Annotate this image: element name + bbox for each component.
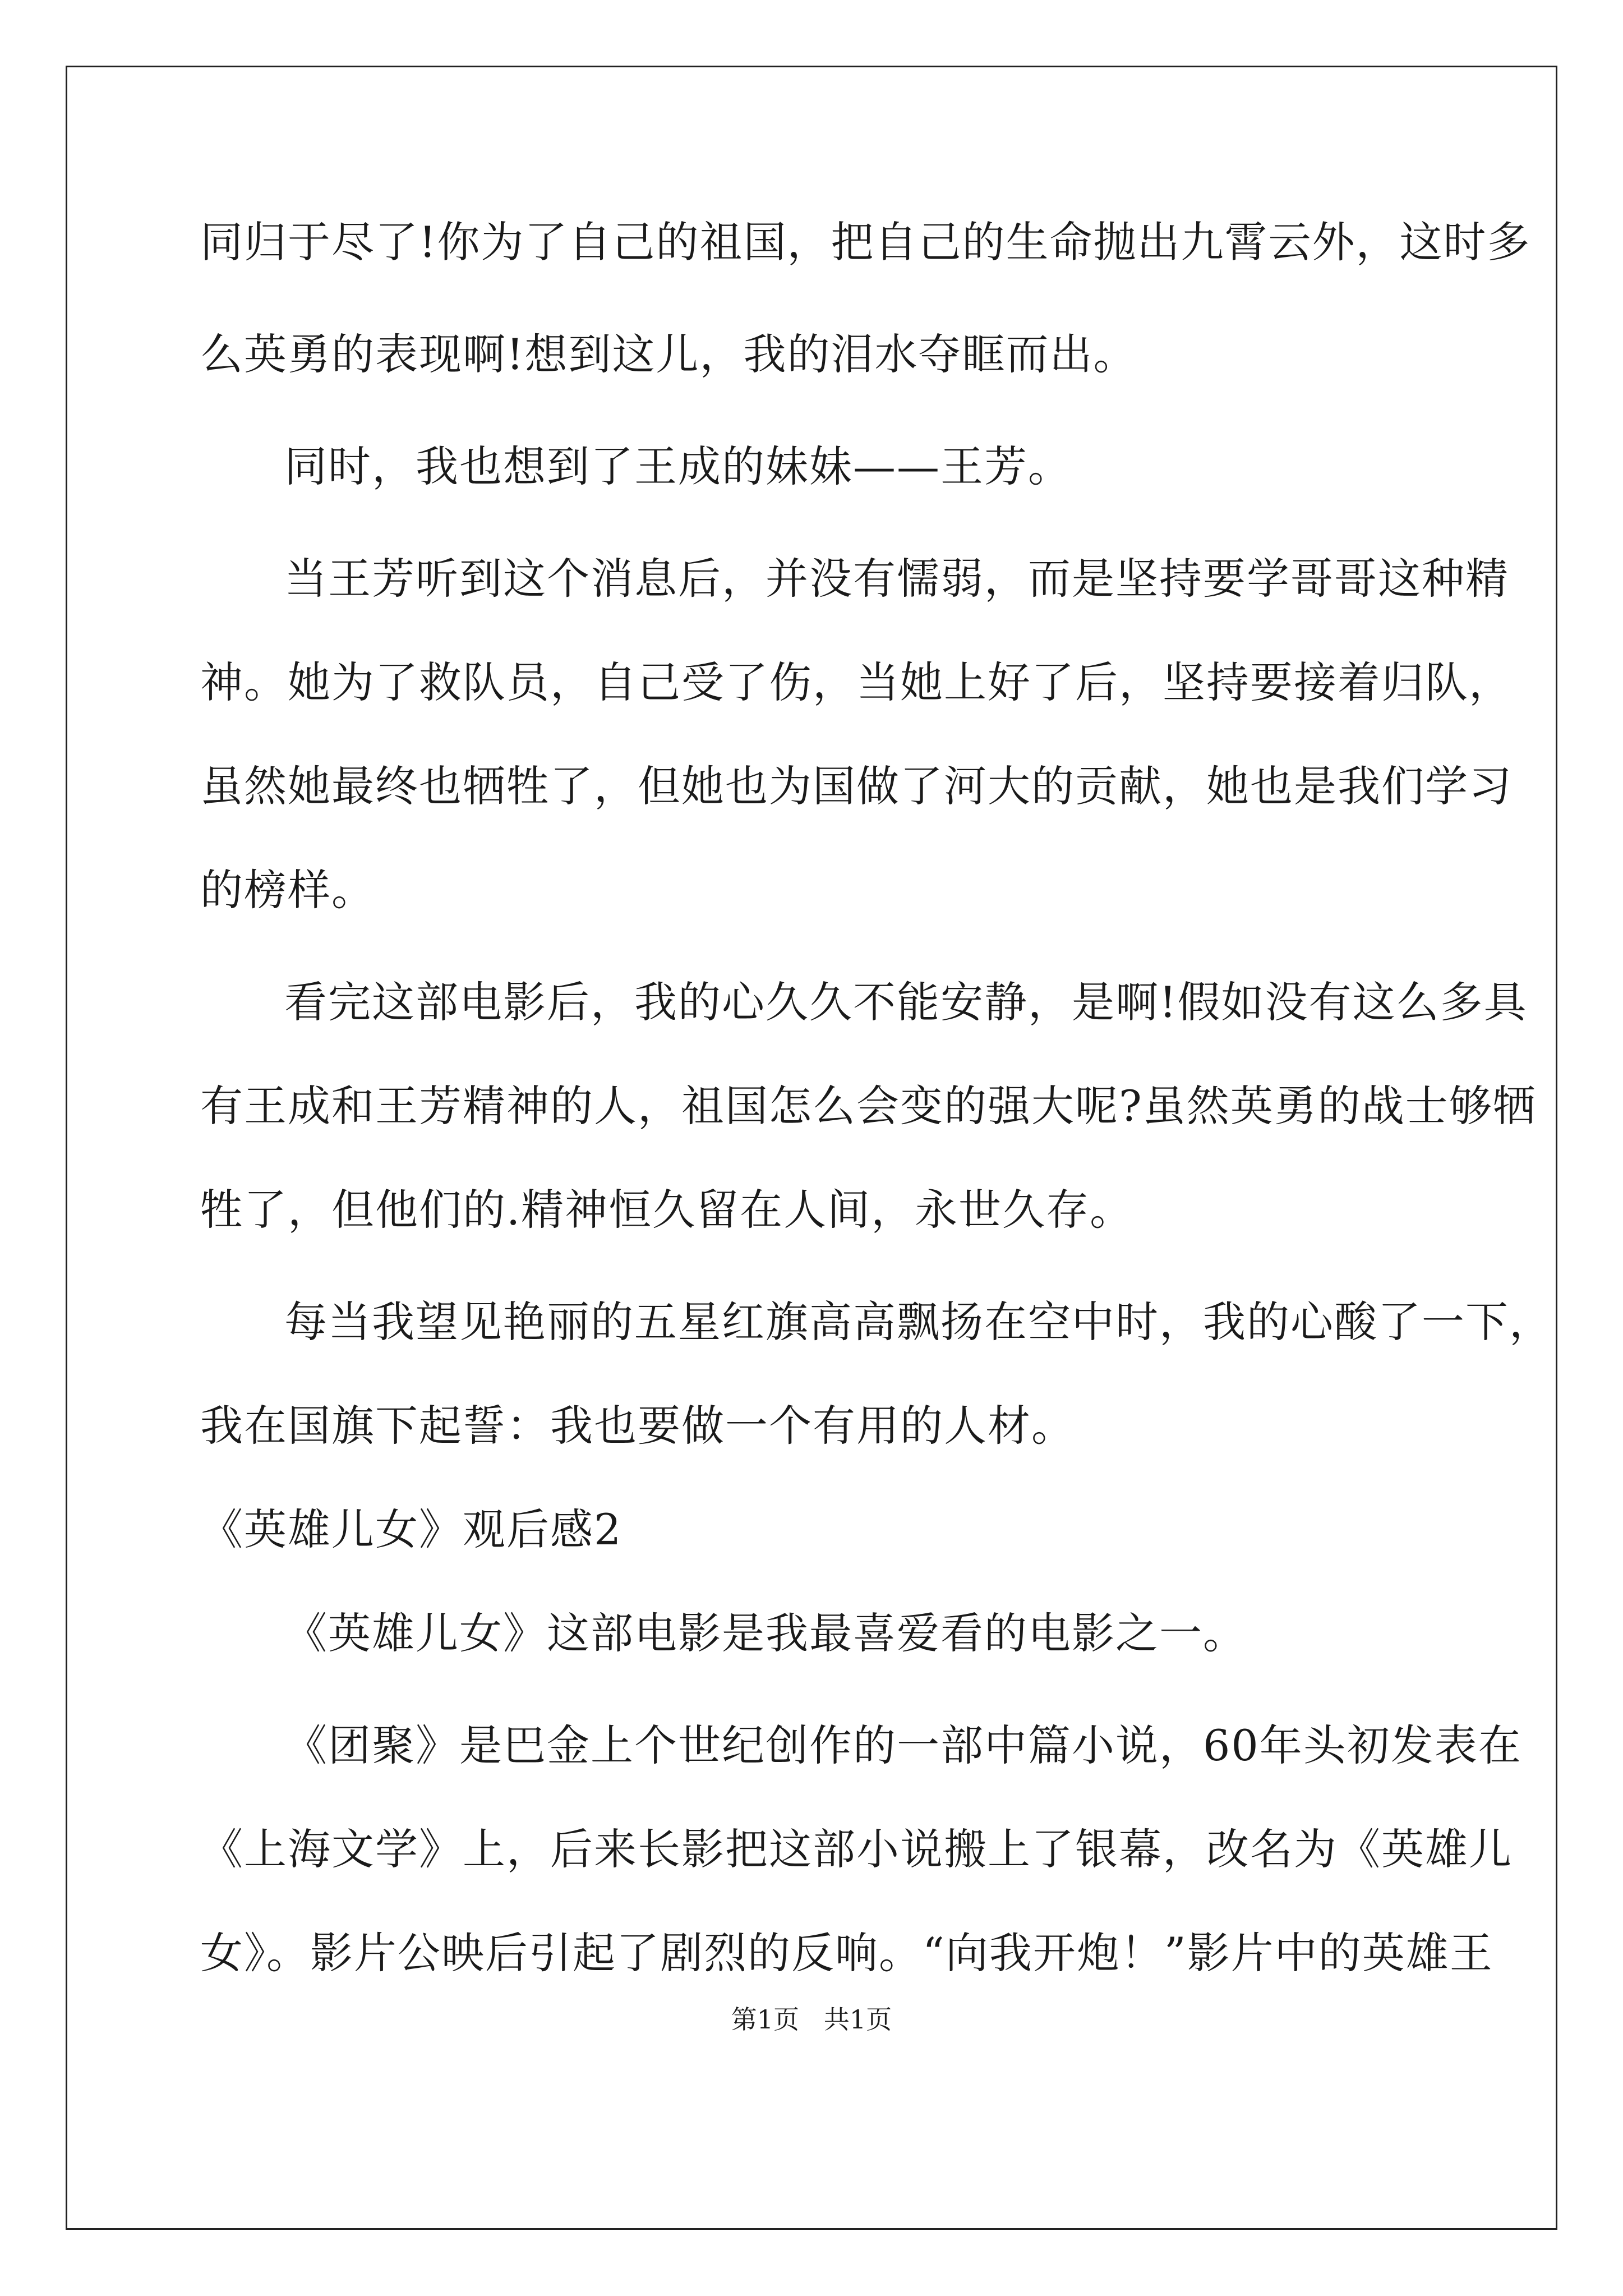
body-line: 么英勇的表现啊!想到这儿，我的泪水夺眶而出。 (200, 329, 1137, 379)
paragraph-line: 《英雄儿女》这部电影是我最喜爱看的电影之一。 (284, 1608, 1247, 1658)
paragraph-line: 《团聚》是巴金上个世纪创作的一部中篇小说，60年头初发表在 (284, 1720, 1522, 1770)
body-line: 有王成和王芳精神的人，祖国怎么会变的强大呢?虽然英勇的战士够牺 (200, 1081, 1537, 1131)
paragraph-line: 看完这部电影后，我的心久久不能安静，是啊!假如没有这么多具 (284, 977, 1528, 1027)
body-line: 神。她为了救队员，自己受了伤，当她上好了后，坚持要接着归队， (200, 657, 1513, 707)
body-line: 我在国旗下起誓：我也要做一个有用的人材。 (200, 1401, 1075, 1451)
body-line: 虽然她最终也牺牲了，但她也为国做了河大的贡献，她也是我们学习 (200, 761, 1513, 811)
section-heading: 《英雄儿女》观后感2 (200, 1504, 623, 1554)
body-line: 《上海文学》上，后来长影把这部小说搬上了银幕，改名为《英雄儿 (200, 1824, 1513, 1874)
paragraph-line: 同时，我也想到了王成的妹妹——王芳。 (284, 441, 1072, 491)
paragraph-line: 每当我望见艳丽的五星红旗高高飘扬在空中时，我的心酸了一下， (284, 1297, 1553, 1347)
body-line: 的榜样。 (200, 865, 375, 915)
body-line: 同归于尽了!你为了自己的祖国，把自己的生命抛出九霄云外，这时多 (200, 217, 1531, 267)
page-border (66, 66, 1557, 2230)
body-line: 女》。影片公映后引起了剧烈的反响。“向我开炮！”影片中的英雄王 (200, 1928, 1493, 1978)
paragraph-line: 当王芳听到这个消息后，并没有懦弱，而是坚持要学哥哥这种精 (284, 554, 1509, 604)
page-number-footer: 第1页 共1页 (731, 2004, 892, 2035)
body-line: 牲了，但他们的.精神恒久留在人间，永世久存。 (200, 1185, 1134, 1235)
